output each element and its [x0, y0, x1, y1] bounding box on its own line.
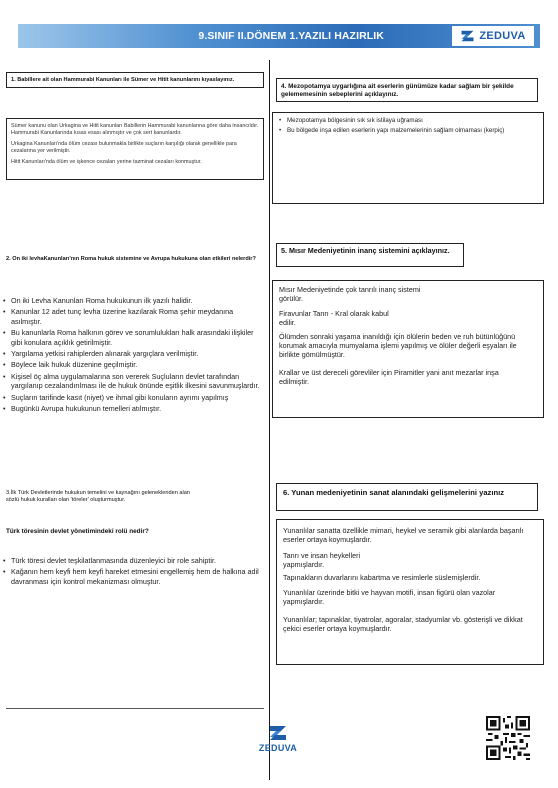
list-item: • Mezopotamya bölgesinin sık sık istilaya uğraması — [279, 117, 537, 125]
answer-5-box — [272, 280, 544, 418]
question-5-title: 5. Mısır Medeniyetinin inanç sistemini açıklayınız. — [281, 246, 450, 255]
footer-brand-name: ZEDUVA — [258, 743, 298, 753]
answer-1-paragraph: Sümer kanunu olan Urkagina ve Hitit kanunları Babillerin Hammurabi kanunlarına göre daha insancıldır. Hammurabi Kanunlarında kısas esası alınmıştır ve çok sert kanunlardır. — [11, 123, 259, 136]
answer-6-paragraph: Yunanlılar sanatta özellikle mimari, heykel ve seramik gibi alanlarda başarılı eserler ortaya koymuşlardır. — [283, 526, 524, 545]
answer-5-paragraph: Ölümden sonraki yaşama inanıldığı için ölülerin beden ve ruh bütünlüğünü korumak amacıyla mumyalama işlemi yapılmış ve ölüler değerli eşyaları ile birlikte gömülmüştür. — [279, 331, 517, 360]
question-4-title: 4. Mezopotamya uygarlığına ait eserlerin günümüze kadar sağlam bir şekilde gelememesinin sebeplerini açıklayınız. — [281, 83, 514, 98]
answer-1-paragraph: Hitit Kanunları'nda ölüm ve işkence cezaları yerine tazminat cezaları konmuştur. — [11, 159, 202, 165]
header-logo — [452, 26, 534, 46]
answer-5-paragraph: Firavunlar Tanrı - Kral olarak kabul edilir. — [279, 308, 389, 328]
answer-6-paragraph: Tapınakların duvarlarını kabartma ve resimlerle süslemişlerdir. — [283, 572, 481, 582]
list-item: • Kişisel öç alma uygulamalarına son vererek Suçluların devlet tarafından yargılanıp cezalandırılması ile de hukuk önünde eşitlik ilkesini savunmuşlardır. — [3, 372, 265, 391]
answer-2-list — [3, 296, 265, 415]
list-item: • Türk töresi devlet teşkilatlanmasında düzenleyici bir role sahiptir. — [3, 556, 265, 565]
answer-6-paragraph: Yunanlılar üzerinde bitki ve hayvan motifi, insan figürü olan vazolar yapmışlardır. — [283, 588, 496, 607]
list-item: • Bu kanunlarla Roma halkının görev ve sorumlulukları halk arasındaki ilişkiler gibi konulara açıklık getirilmiştir. — [3, 328, 265, 347]
list-item: • Böylece laik hukuk düzenine geçilmiştir. — [3, 360, 265, 369]
answer-1-paragraph: Urkagina Kanunları'nda ölüm cezası bulunmakla birlikte suçların karşılığı olarak genellikle para cezalarına yer verilmiştir. — [11, 141, 237, 154]
question-6-box — [276, 483, 538, 511]
list-item: • Kanunlar 12 adet tunç levha üzerine kazılarak Roma şehir meydanına asılmıştır. — [3, 307, 265, 326]
page-title: 9.SINIF II.DÖNEM 1.YAZILI HAZIRLIK — [198, 30, 384, 42]
question-3-subtitle: Türk töresinin devlet yönetimindeki rolü nedir? — [6, 528, 149, 535]
answer-5-paragraph: Mısır Medeniyetinde çok tanrılı inanç sistemi görülür. — [279, 285, 421, 304]
section-divider — [6, 708, 264, 709]
header-bar — [18, 24, 540, 48]
answer-1-box — [6, 118, 264, 180]
brand-name: ZEDUVA — [479, 30, 526, 42]
answer-6-box — [276, 519, 544, 665]
question-1-box — [6, 72, 264, 88]
answer-4-list — [279, 117, 537, 135]
question-4-box — [276, 78, 538, 102]
list-item: • Kağanın hem keyfi hem keyfi hareket etmesini engellemiş hem de halkına adil davranması için kontrol mekanizması olmuştur. — [3, 567, 265, 586]
list-item: • Suçların tarifinde kasıt (niyet) ve ihmal gibi konuların ayrımı yapılmış — [3, 393, 265, 402]
list-item: • Bugünkü Avrupa hukukunun temelleri atılmıştır. — [3, 404, 265, 413]
zeduva-logo-icon — [460, 29, 475, 43]
answer-6-paragraph: Tanrı ve insan heykelleri yapmışlardır. — [283, 550, 361, 570]
question-5-box — [276, 243, 464, 267]
answer-4-box — [272, 112, 544, 204]
question-2-title: 2. On iki levhaKanunları'nın Roma hukuk sistemine ve Avrupa hukukuna olan etkileri nelerdir? — [6, 256, 256, 262]
column-divider — [269, 60, 270, 780]
zeduva-logo-icon — [267, 724, 289, 742]
question-1-title: 1. Babillere ait olan Hammurabi Kanunları ile Sümer ve Hitit kanunlarını kıyaslayınız. — [11, 77, 235, 83]
list-item: • On iki Levha Kanunları Roma hukukunun ilk yazılı halidir. — [3, 296, 265, 305]
list-item: • Bu bölgede inşa edilen eserlerin yapı malzemelerinin sağlam olmaması (kerpiç) — [279, 127, 537, 135]
answer-6-paragraph: Yunanlılar; tapınaklar, tiyatrolar, agoralar, stadyumlar vb. gösterişli ve dikkat çekici eserler ortaya koymuşlardır. — [283, 614, 523, 634]
question-3-title: 3.İlk Türk Devletlerinde hukukun temelini ve kaynağını gelenekleriden alan sözlü hukuk kuralları olan 'töreler' oluşturmuştur. — [6, 490, 190, 503]
qr-code-icon[interactable] — [486, 716, 530, 760]
list-item: • Yargılama yetkisi rahiplerden alınarak yargıçlara verilmiştir. — [3, 349, 265, 358]
footer-logo — [248, 724, 308, 753]
answer-3-list — [3, 556, 265, 588]
question-6-title: 6. Yunan medeniyetinin sanat alanındaki gelişmelerini yazınız — [283, 488, 504, 497]
answer-5-paragraph: Krallar ve üst dereceli görevliler için Piramitler yani anıt mezarlar inşa edilmiştir. — [279, 367, 499, 387]
